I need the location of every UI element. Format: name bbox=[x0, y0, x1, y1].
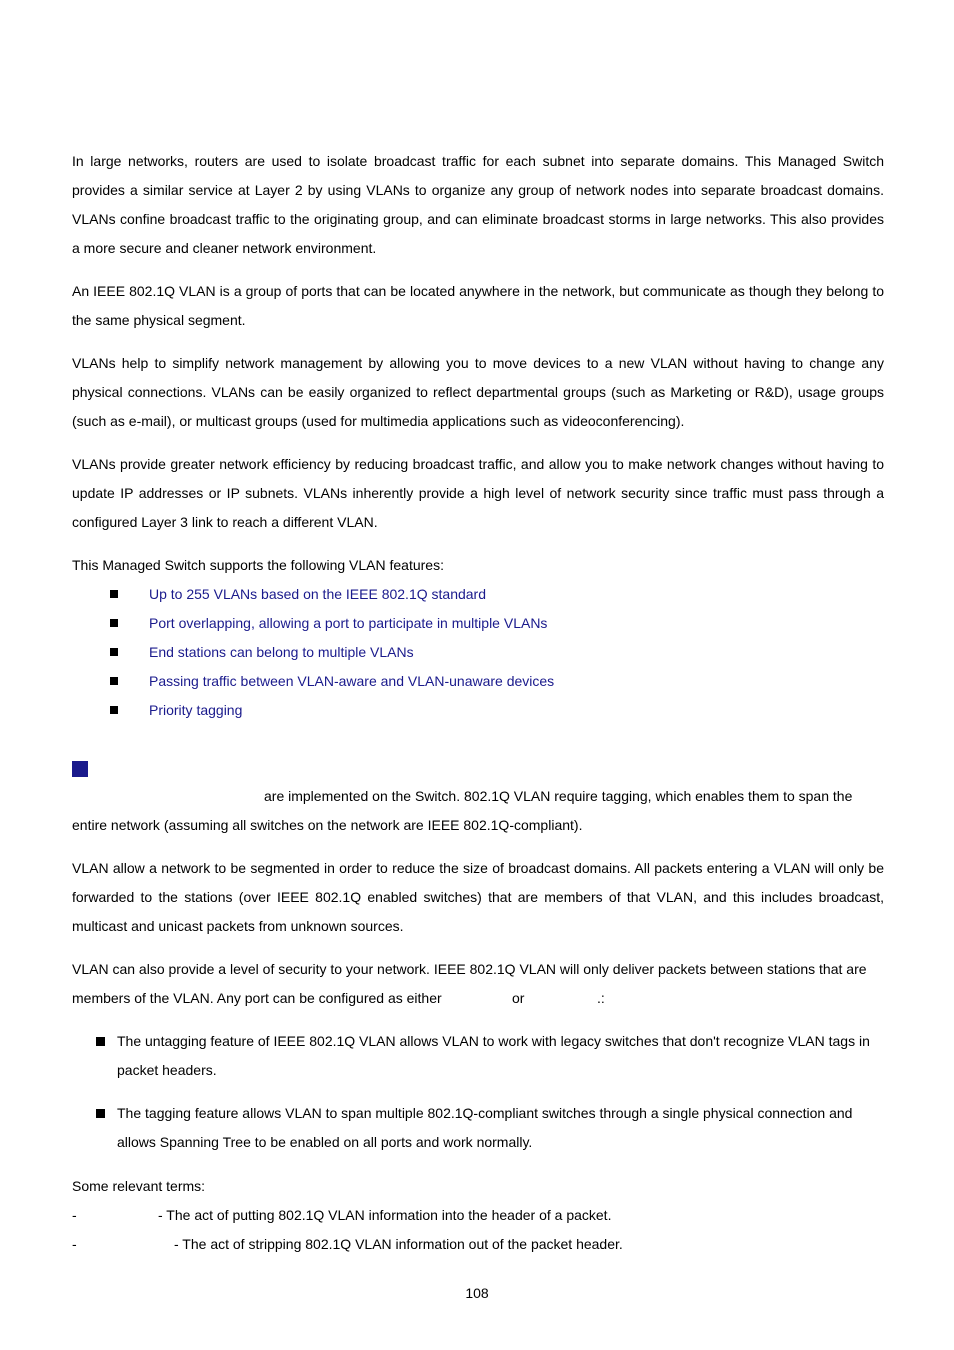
features-intro: This Managed Switch supports the following VLAN features: bbox=[72, 557, 444, 573]
square-bullet-icon bbox=[110, 648, 118, 656]
security-line-2-start: members of the VLAN. Any port can be configured as either bbox=[72, 990, 442, 1006]
untagging-bullet: The untagging feature of IEEE 802.1Q VLAN allows VLAN to work with legacy switches that don't recognize VLAN tags in packet headers. bbox=[117, 1033, 870, 1078]
square-bullet-icon bbox=[110, 590, 118, 598]
term-dash: - bbox=[72, 1236, 77, 1252]
square-bullet-icon bbox=[110, 619, 118, 627]
square-bullet-icon bbox=[96, 1037, 105, 1046]
intro-paragraph-4: VLANs provide greater network efficiency by reducing broadcast traffic, and allow you to make network changes without having to update IP addresses or IP subnets. VLANs inherently provide a high level of network security since traffic must pass through a configured Layer 3 link to reach a different VLAN. bbox=[72, 456, 884, 530]
implementation-line-2: entire network (assuming all switches on the network are IEEE 802.1Q-compliant). bbox=[72, 817, 583, 833]
intro-paragraph-2: An IEEE 802.1Q VLAN is a group of ports that can be located anywhere in the network, but communicate as though they belong to the same physical segment. bbox=[72, 283, 884, 328]
terms-intro: Some relevant terms: bbox=[72, 1178, 206, 1194]
implementation-line-1: are implemented on the Switch. 802.1Q VLAN require tagging, which enables them to span the bbox=[264, 788, 853, 804]
feature-text: Passing traffic between VLAN-aware and VLAN-unaware devices bbox=[149, 673, 555, 689]
term-dash: - bbox=[72, 1207, 77, 1223]
feature-text: End stations can belong to multiple VLANs bbox=[149, 644, 414, 660]
security-line-2-end: .: bbox=[597, 990, 605, 1006]
feature-text: Port overlapping, allowing a port to participate in multiple VLANs bbox=[149, 615, 548, 631]
section-marker-icon bbox=[72, 761, 88, 777]
square-bullet-icon bbox=[110, 706, 118, 714]
term-definition-tagging: - The act of putting 802.1Q VLAN information into the header of a packet. bbox=[158, 1207, 612, 1223]
security-line-1: VLAN can also provide a level of security to your network. IEEE 802.1Q VLAN will only deliver packets between stations that are bbox=[72, 961, 867, 977]
intro-paragraph-3: VLANs help to simplify network management by allowing you to move devices to a new VLAN without having to change any physical connections. VLANs can be easily organized to reflect departmental groups (such as Marketing or R&D), usage groups (such as e-mail), or multicast groups (used for multimedia applications such as videoconferencing). bbox=[72, 355, 884, 429]
tagging-bullet: The tagging feature allows VLAN to span multiple 802.1Q-compliant switches through a single physical connection and allows Spanning Tree to be enabled on all ports and work normally. bbox=[117, 1105, 853, 1150]
page-number: 108 bbox=[465, 1285, 489, 1301]
feature-text: Priority tagging bbox=[149, 702, 243, 718]
feature-text: Up to 255 VLANs based on the IEEE 802.1Q standard bbox=[149, 586, 486, 602]
term-definition-untagging: - The act of stripping 802.1Q VLAN information out of the packet header. bbox=[174, 1236, 623, 1252]
square-bullet-icon bbox=[96, 1109, 105, 1118]
segmentation-paragraph: VLAN allow a network to be segmented in order to reduce the size of broadcast domains. All packets entering a VLAN will only be forwarded to the stations (over IEEE 802.1Q enabled switches) that are members of that VLAN, and this includes broadcast, multicast and unicast packets from unknown sources. bbox=[72, 860, 884, 934]
square-bullet-icon bbox=[110, 677, 118, 685]
intro-paragraph-1: In large networks, routers are used to isolate broadcast traffic for each subnet into separate domains. This Managed Switch provides a similar service at Layer 2 by using VLANs to organize any group of network nodes into separate broadcast domains. VLANs confine broadcast traffic to the originating group, and can eliminate broadcast storms in large networks. This also provides a more secure and cleaner network environment. bbox=[72, 153, 884, 256]
security-line-2 bbox=[72, 988, 442, 1008]
security-line-2-or: or bbox=[512, 990, 525, 1006]
